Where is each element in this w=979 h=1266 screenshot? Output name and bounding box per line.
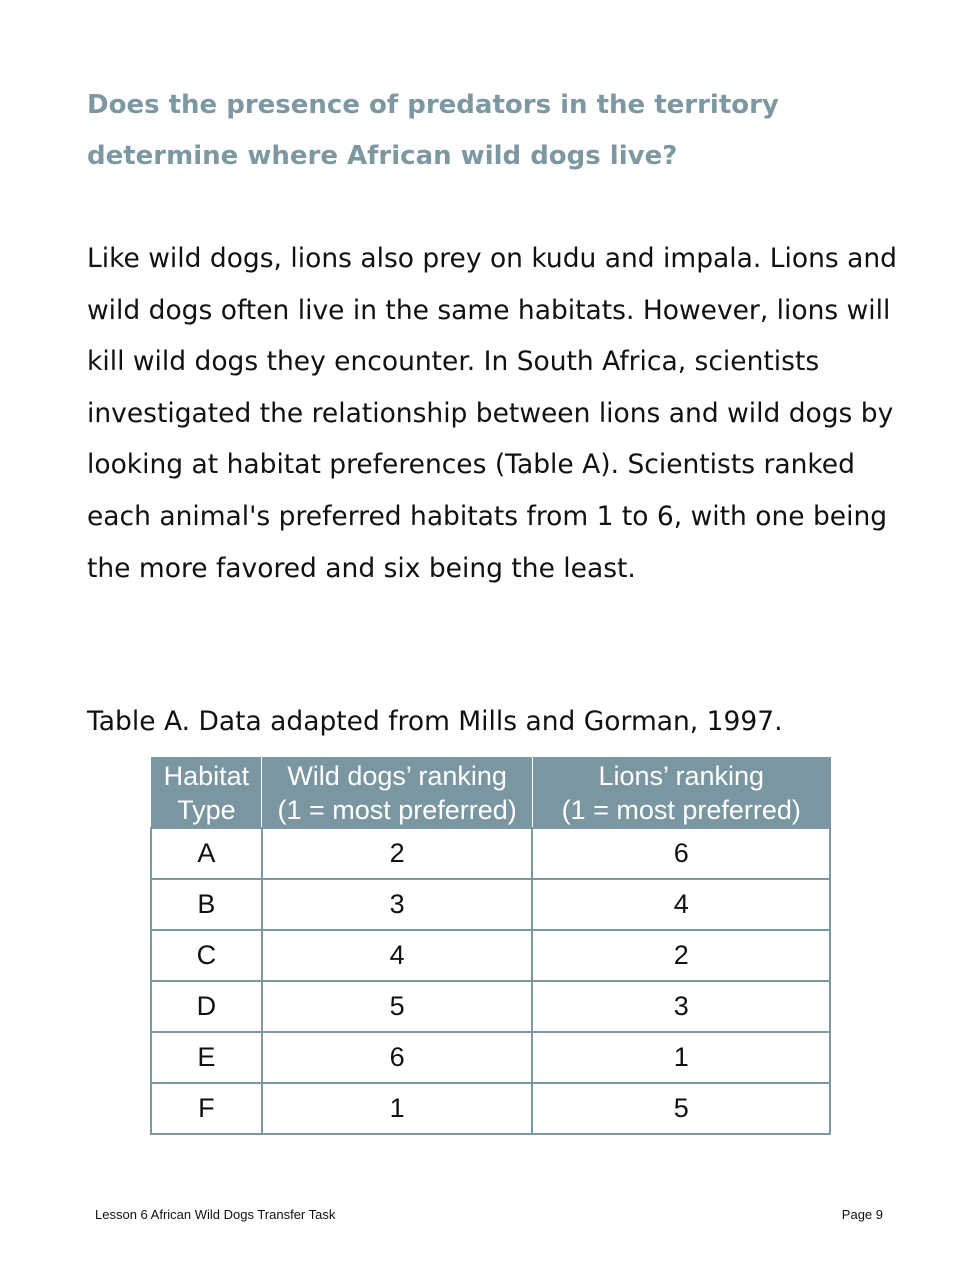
footer-page-number: Page 9 [841,1207,883,1222]
table-row [151,828,830,879]
page-heading: Does the presence of predators in the territory determine where African wild dogs live? [87,90,779,171]
header-habitat-type-line1: Habitat [163,760,250,791]
table-header-row [151,757,830,828]
cell-habitat: C [151,930,262,981]
header-wild-dogs-ranking [262,757,533,828]
cell-wild-dogs-rank: 1 [262,1083,533,1134]
table-row [151,1083,830,1134]
cell-lions-rank: 1 [532,1032,830,1083]
cell-lions-rank: 5 [532,1083,830,1134]
cell-lions-rank: 3 [532,981,830,1032]
cell-habitat: A [151,828,262,879]
cell-wild-dogs-rank: 3 [262,879,533,930]
cell-habitat: E [151,1032,262,1083]
table-row [151,879,830,930]
cell-lions-rank: 4 [532,879,830,930]
cell-habitat: F [151,1083,262,1134]
cell-wild-dogs-rank: 2 [262,828,533,879]
header-habitat-type-line2: Type [177,794,236,825]
header-wild-dogs-line1: Wild dogs’ ranking [287,760,507,791]
cell-habitat: B [151,879,262,930]
cell-lions-rank: 2 [532,930,830,981]
body-paragraph: Like wild dogs, lions also prey on kudu and impala. Lions and wild dogs often live in the same habitats. However, lions will kill wild dogs they encounter. In South Africa, scientists investigated the relationship between lions and wild dogs by looking at habitat preferences (Table A). Scientists ranked each animal's preferred habitats from 1 to 6, with one being the more favored and six being the least. [87,243,897,584]
footer-lesson-title: Lesson 6 African Wild Dogs Transfer Task [95,1207,336,1222]
header-habitat-type [151,757,262,828]
cell-wild-dogs-rank: 5 [262,981,533,1032]
header-lions-line2: (1 = most preferred) [561,794,801,825]
cell-lions-rank: 6 [532,828,830,879]
header-wild-dogs-line2: (1 = most preferred) [277,794,517,825]
header-lions-ranking [532,757,830,828]
table-row [151,1032,830,1083]
header-lions-line1: Lions’ ranking [598,760,765,791]
cell-wild-dogs-rank: 6 [262,1032,533,1083]
table-row [151,930,830,981]
habitat-ranking-table [150,757,831,1135]
table-row [151,981,830,1032]
table-caption: Table A. Data adapted from Mills and Gorman, 1997. [87,706,783,737]
cell-wild-dogs-rank: 4 [262,930,533,981]
cell-habitat: D [151,981,262,1032]
